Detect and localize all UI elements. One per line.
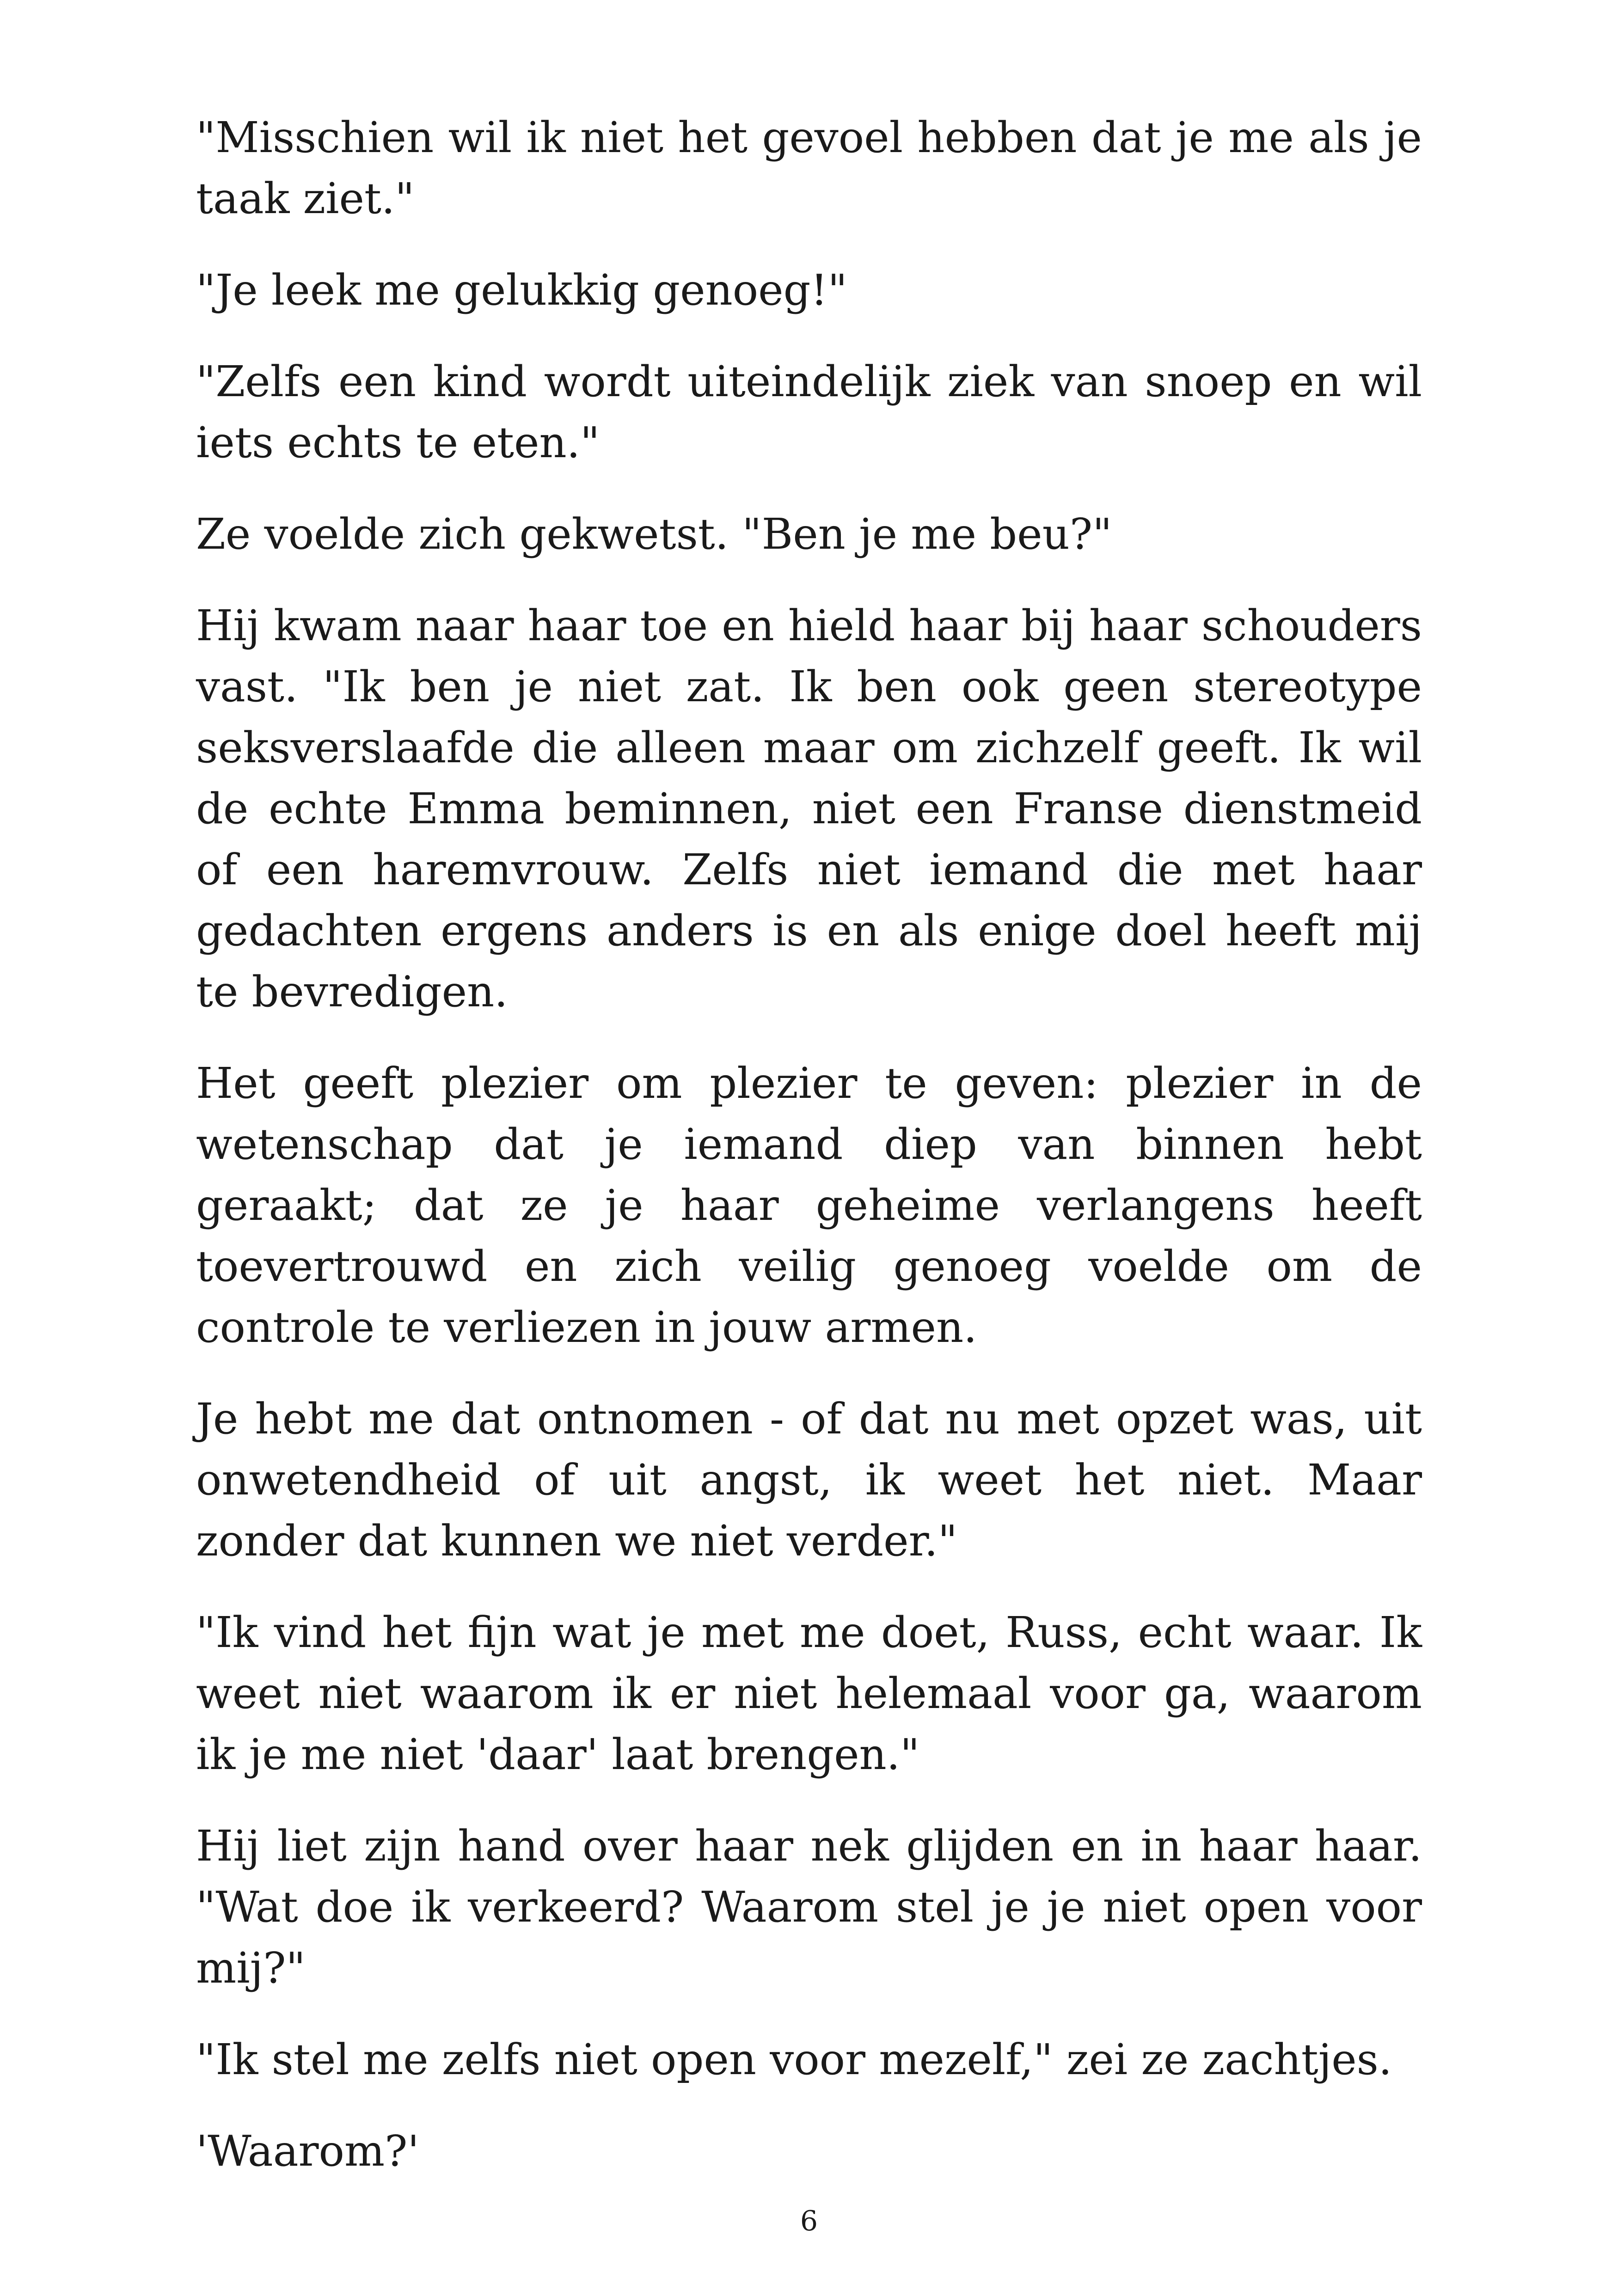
body-text	[196, 107, 1422, 2212]
paragraph: "Zelfs een kind wordt uiteindelijk ziek van snoep en wil iets echts te eten."	[196, 357, 1422, 467]
page-number: 6	[800, 2205, 818, 2237]
paragraph: "Misschien wil ik niet het gevoel hebben dat je me als je taak ziet."	[196, 113, 1422, 223]
paragraph: Hij liet zijn hand over haar nek glijden en in haar haar. "Wat doe ik verkeerd? Waarom stel je je niet open voor mij?"	[196, 1821, 1422, 1993]
paragraph: Je hebt me dat ontnomen - of dat nu met opzet was, uit onwetendheid of uit angst, ik weet het niet. Maar zonder dat kunnen we niet verder."	[196, 1394, 1422, 1566]
paragraph: Ze voelde zich gekwetst. "Ben je me beu?"	[196, 509, 1112, 559]
paragraph: Het geeft plezier om plezier te geven: plezier in de wetenschap dat je iemand diep van binnen hebt geraakt; dat ze je haar geheime verlangens heeft toevertrouwd en zich veilig genoeg voelde om de controle te verliezen in jouw armen.	[196, 1059, 1422, 1352]
paragraph: Hij kwam naar haar toe en hield haar bij haar schouders vast. "Ik ben je niet zat. Ik ben ook geen stereotype seksverslaafde die alleen maar om zichzelf geeft. Ik wil de echte Emma beminnen, niet een Franse dienstmeid of een haremvrouw. Zelfs niet iemand die met haar gedachten ergens anders is en als enige doel heeft mij te bevredigen.	[196, 601, 1422, 1016]
paragraph: "Ik vind het fijn wat je met me doet, Russ, echt waar. Ik weet niet waarom ik er niet helemaal voor ga, waarom ik je me niet 'daar' laat brengen."	[196, 1608, 1422, 1779]
paragraph: "Je leek me gelukkig genoeg!"	[196, 265, 847, 315]
paragraph: 'Waarom?'	[196, 2126, 419, 2176]
paragraph: "Ik stel me zelfs niet open voor mezelf," zei ze zachtjes.	[196, 2035, 1392, 2084]
